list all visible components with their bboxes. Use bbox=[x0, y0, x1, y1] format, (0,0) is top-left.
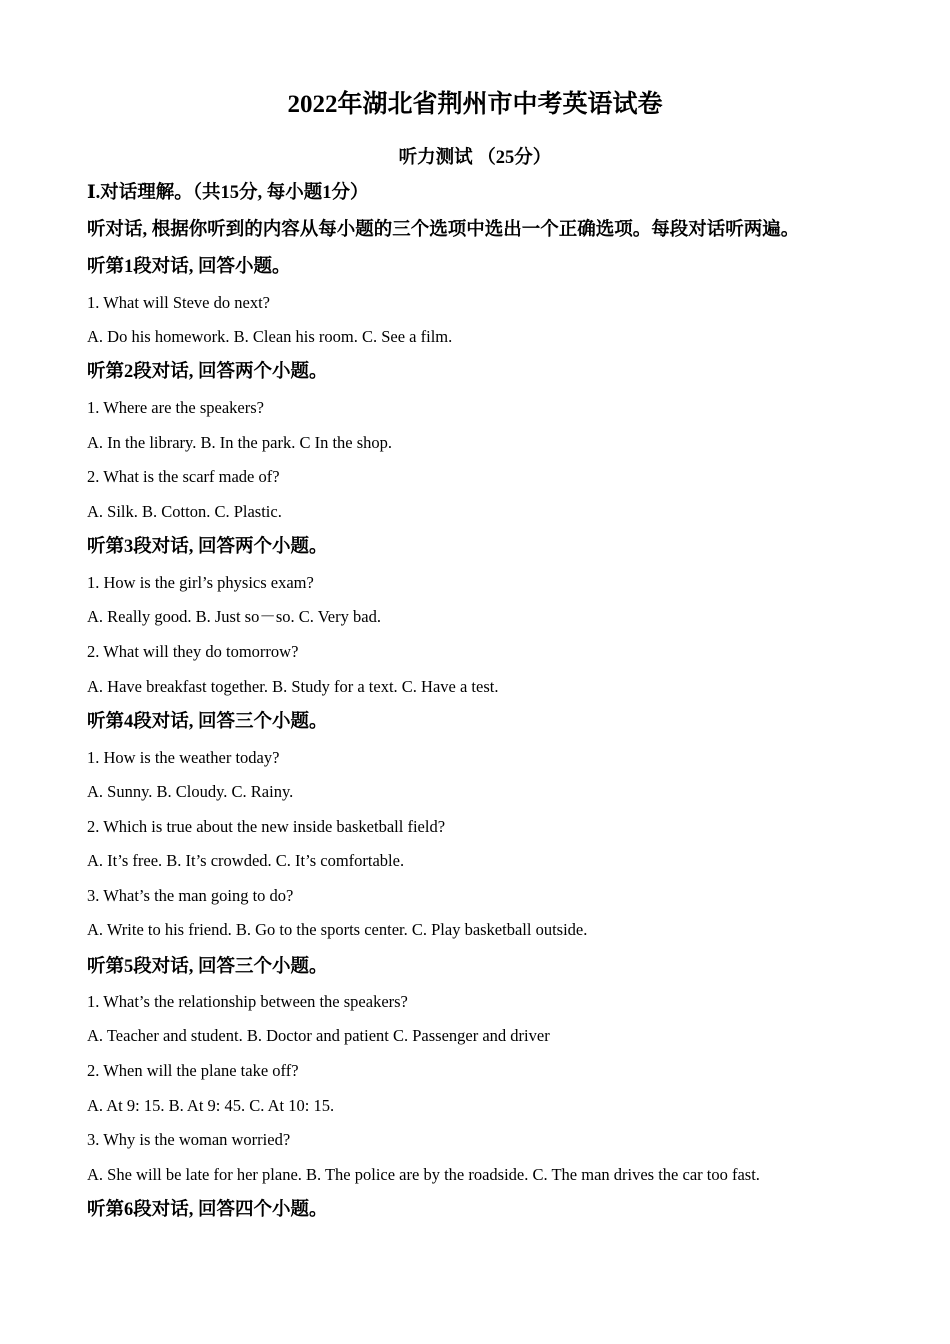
dialogue-5-options-1: A. Teacher and student. B. Doctor and patient C. Passenger and driver bbox=[87, 1026, 550, 1045]
dialogue-5-question-1: 1. What’s the relationship between the speakers? bbox=[87, 992, 408, 1011]
dialogue-2-heading: 听第2段对话, 回答两个小题。 bbox=[87, 362, 328, 382]
dialogue-5-question-3: 3. Why is the woman worried? bbox=[87, 1130, 291, 1149]
dialogue-3-options-1: A. Really good. B. Just so－so. C. Very bad. bbox=[87, 607, 381, 626]
dialogue-1-options-1: A. Do his homework. B. Clean his room. C. See a film. bbox=[87, 327, 453, 346]
dialogue-5-question-2: 2. When will the plane take off? bbox=[87, 1061, 299, 1080]
dialogue-4-question-1: 1. How is the weather today? bbox=[87, 748, 280, 767]
page-title: 2022年湖北省荆州市中考英语试卷 bbox=[287, 91, 663, 118]
section-heading: Ⅰ.对话理解。（共15分, 每小题1分） bbox=[87, 183, 369, 203]
dialogue-4-question-2: 2. Which is true about the new inside basketball field? bbox=[87, 817, 446, 836]
dialogue-5-options-2: A. At 9: 15. B. At 9: 45. C. At 10: 15. bbox=[87, 1096, 335, 1115]
section-instruction: 听对话, 根据你听到的内容从每小题的三个选项中选出一个正确选项。每段对话听两遍。 bbox=[87, 220, 800, 240]
section-subtitle: 听力测试 （25分） bbox=[398, 148, 552, 168]
dialogue-3-question-1: 1. How is the girl’s physics exam? bbox=[87, 573, 314, 592]
dialogue-3-options-2: A. Have breakfast together. B. Study for a text. C. Have a test. bbox=[87, 677, 499, 696]
dialogue-4-options-2: A. It’s free. B. It’s crowded. C. It’s comfortable. bbox=[87, 851, 405, 870]
dialogue-2-options-2: A. Silk. B. Cotton. C. Plastic. bbox=[87, 502, 282, 521]
dialogue-3-heading: 听第3段对话, 回答两个小题。 bbox=[87, 537, 328, 557]
dialogue-4-options-3: A. Write to his friend. B. Go to the sports center. C. Play basketball outside. bbox=[87, 920, 588, 939]
dialogue-3-question-2: 2. What will they do tomorrow? bbox=[87, 642, 299, 661]
dialogue-2-question-2: 2. What is the scarf made of? bbox=[87, 467, 280, 486]
dialogue-6-heading: 听第6段对话, 回答四个小题。 bbox=[87, 1200, 328, 1220]
dialogue-2-question-1: 1. Where are the speakers? bbox=[87, 398, 264, 417]
dialogue-1-question-1: 1. What will Steve do next? bbox=[87, 293, 270, 312]
dialogue-4-question-3: 3. What’s the man going to do? bbox=[87, 886, 294, 905]
dialogue-5-heading: 听第5段对话, 回答三个小题。 bbox=[87, 957, 328, 977]
dialogue-5-options-3: A. She will be late for her plane. B. The police are by the roadside. C. The man drives the car too fast. bbox=[87, 1165, 760, 1184]
dialogue-1-heading: 听第1段对话, 回答小题。 bbox=[87, 257, 291, 277]
dialogue-4-heading: 听第4段对话, 回答三个小题。 bbox=[87, 712, 328, 732]
dialogue-4-options-1: A. Sunny. B. Cloudy. C. Rainy. bbox=[87, 782, 294, 801]
dialogue-2-options-1: A. In the library. B. In the park. C In the shop. bbox=[87, 433, 393, 452]
